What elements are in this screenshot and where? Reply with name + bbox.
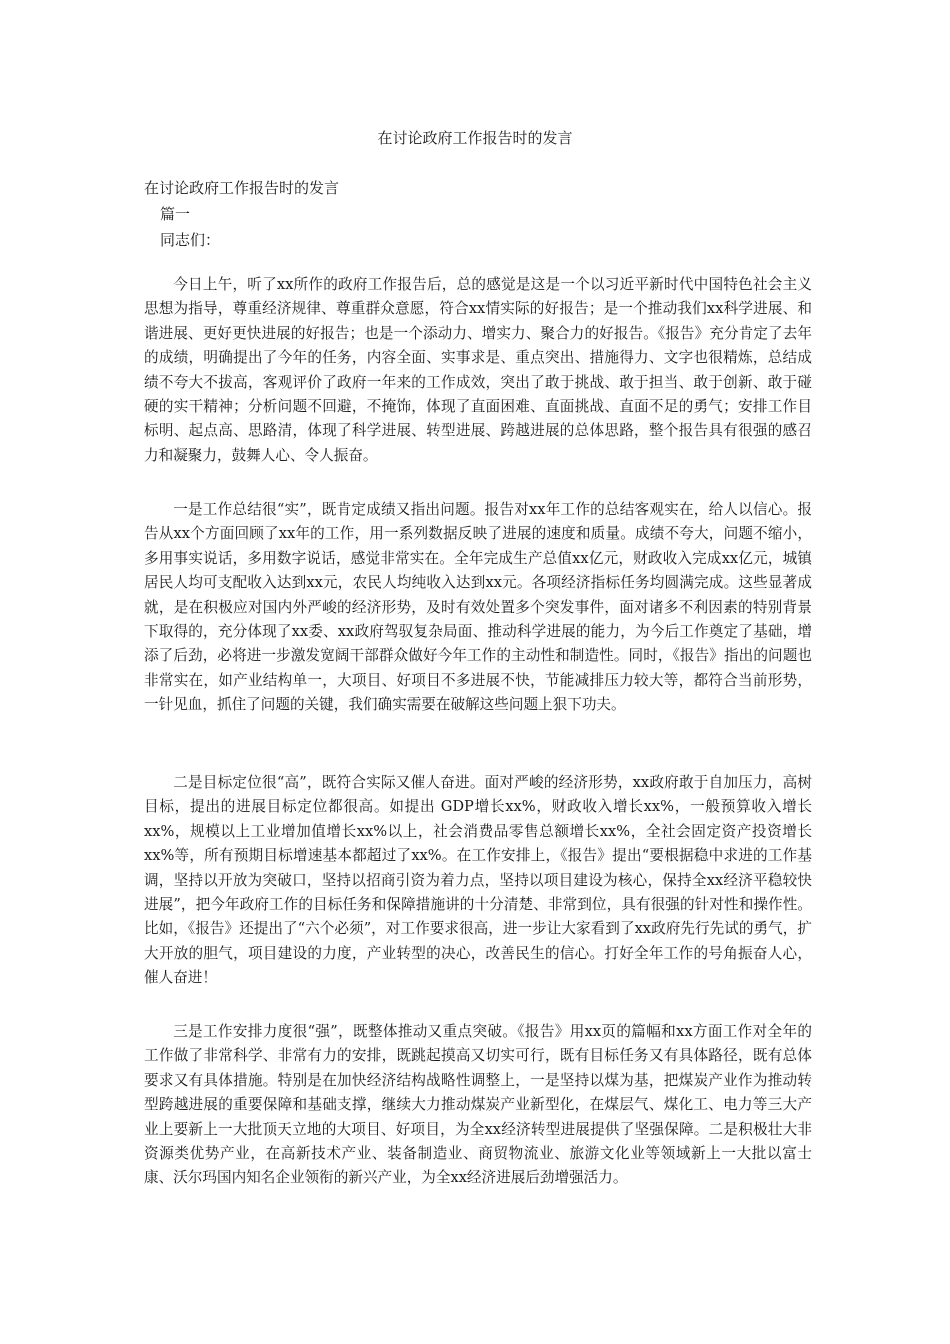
part-label: 篇一 [160, 205, 191, 223]
document-title: 在讨论政府工作报告时的发言 [377, 129, 573, 147]
document-subtitle: 在讨论政府工作报告时的发言 [144, 179, 340, 197]
paragraph-one: 一是工作总结很“实”，既肯定成绩又指出问题。报告对xx年工作的总结客观实在，给人以信心。报告从xx个方面回顾了xx年的工作，用一系列数据反映了进展的速度和质量。成绩不夸大，问题不缩小，多用事实说话，多用数字说话，感觉非常实在。全年完成生产总值xx亿元，财政收入完成xx亿元，城镇居民人均可支配收入达到xx元，农民人均纯收入达到xx元。各项经济指标任务均圆满完成。这些显著成就，是在积极应对国内外严峻的经济形势，及时有效处置多个突发事件，面对诸多不利因素的特别背景下取得的，充分体现了xx委、xx政府驾驭复杂局面、推动科学进展的能力，为今后工作奠定了基础，增添了后劲，必将进一步激发宽阔干部群众做好今年工作的主动性和制造性。同时，《报告》指出的问题也非常实在，如产业结构单一，大项目、好项目不多进展不快，节能减排压力较大等，都符合当前形势，一针见血，抓住了问题的关键，我们确实需要在破解这些问题上狠下功夫。 [144, 501, 812, 714]
paragraph-three: 三是工作安排力度很“强”，既整体推动又重点突破。《报告》用xx页的篇幅和xx方面工作对全年的工作做了非常科学、非常有力的安排，既跳起摸高又切实可行，既有目标任务又有具体路径，既有总体要求又有具体措施。特别是在加快经济结构战略性调整上，一是坚持以煤为基，把煤炭产业作为推动转型跨越进展的重要保障和基础支撑，继续大力推动煤炭产业新型化，在煤层气、煤化工、电力等三大产业上要新上一大批顶天立地的大项目、好项目，为全xx经济转型进展提供了坚强保障。二是积极壮大非资源类优势产业，在高新技术产业、装备制造业、商贸物流业、旅游文化业等领域新上一大批以富士康、沃尔玛国内知名企业领衔的新兴产业，为全xx经济进展后劲增强活力。 [144, 1023, 812, 1187]
paragraph-two: 二是目标定位很“高”，既符合实际又催人奋进。面对严峻的经济形势，xx政府敢于自加压力，高树目标，提出的进展目标定位都很高。如提出 GDP增长xx%，财政收入增长xx%，一般预算收入增长xx%，规模以上工业增加值增长xx%以上，社会消费品零售总额增长xx%，全社会固定资产投资增长xx%等，所有预期目标增速基本都超过了xx%。在工作安排上，《报告》提出“要根据稳中求进的工作基调，坚持以开放为突破口，坚持以招商引资为着力点，坚持以项目建设为核心，保持全xx经济平稳较快进展”，把今年政府工作的目标任务和保障措施讲的十分清楚、非常到位，具有很强的针对性和操作性。比如，《报告》还提出了“六个必须”，对工作要求很高，进一步让大家看到了xx政府先行先试的勇气，扩大开放的胆气，项目建设的力度，产业转型的决心，改善民生的信心。打好全年工作的号角振奋人心，催人奋进！ [144, 774, 812, 987]
salutation: 同志们： [160, 231, 221, 249]
paragraph-intro: 今日上午，听了xx所作的政府工作报告后，总的感觉是这是一个以习近平新时代中国特色社会主义思想为指导，尊重经济规律、尊重群众意愿，符合xx情实际的好报告；是一个推动我们xx科学进展、和谐进展、更好更快进展的好报告；也是一个添动力、增实力、聚合力的好报告。《报告》充分肯定了去年的成绩，明确提出了今年的任务，内容全面、实事求是、重点突出、措施得力、文字也很精炼，总结成绩不夸大不拔高，客观评价了政府一年来的工作成效，突出了敢于挑战、敢于担当、敢于创新、敢于碰硬的实干精神；分析问题不回避，不掩饰，体现了直面困难、直面挑战、直面不足的勇气；安排工作目标明、起点高、思路清，体现了科学进展、转型进展、跨越进展的总体思路，整个报告具有很强的感召力和凝聚力，鼓舞人心、令人振奋。 [144, 276, 812, 464]
